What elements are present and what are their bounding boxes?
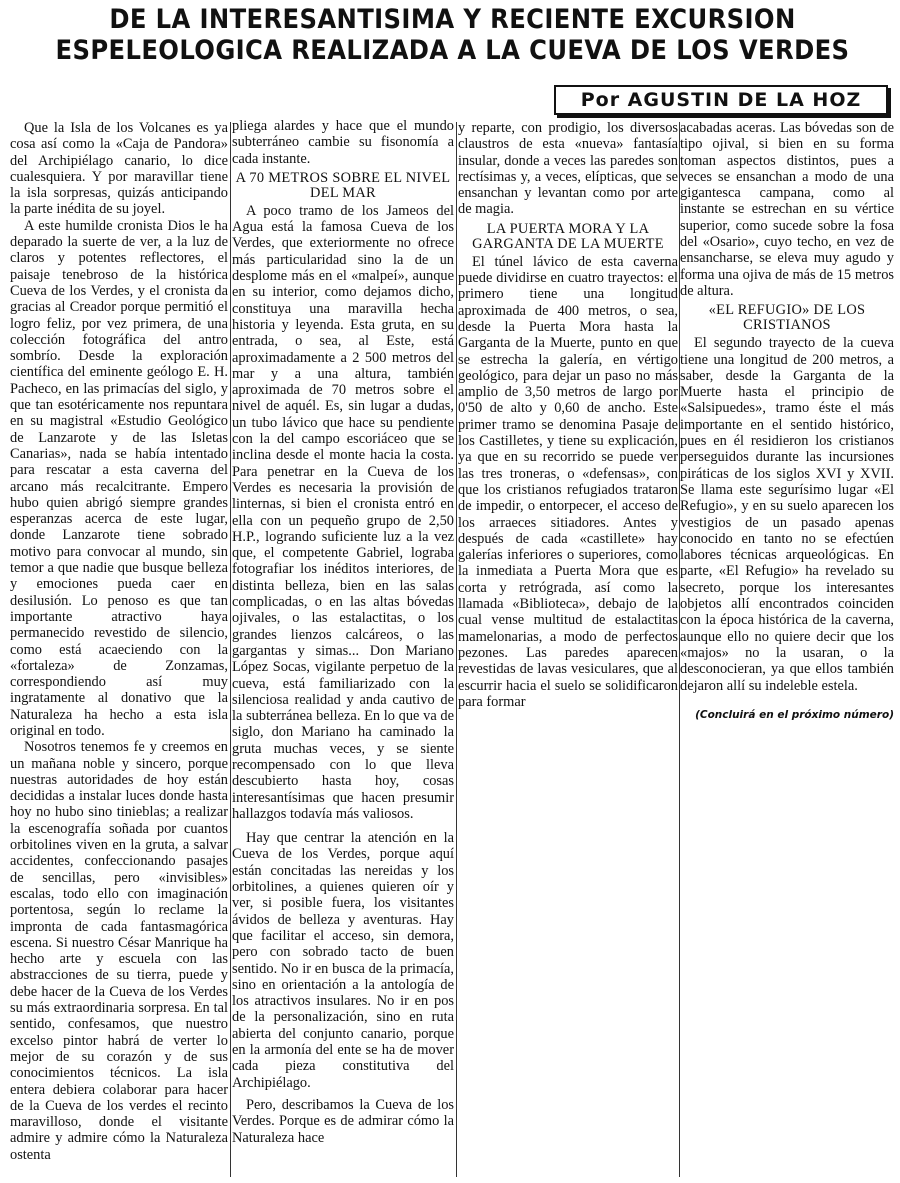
column-2: [232, 118, 454, 1146]
section-subhead: A 70 METROS SOBRE EL NIVEL DEL MAR: [235, 169, 451, 201]
paragraph: El segundo trayecto de la cueva tiene una longitud de 200 metros, a saber, desde la Garganta de la Muerte hasta el principio de «Salsipuedes», tramo éste el más importante en el sentido histórico, pues en él residieron los cristianos perseguidos durante las incursiones piráticas de los siglos XVI y XVII. Se llama este segurísimo lugar «El Refugio», y en su suelo aparecen los vestigios de un pasado apenas conocido en tanto no se efectúen labores técnicas arqueológicas. En parte, «El Refugio» ha revelado su secreto, porque los interesantes objetos allí encontrados coinciden con la época histórica de la caverna, aunque ello no quiere decir que los «majos» no la usaran, o la desconocieran, ya que ellos también dejaron allí su indeleble estela.: [680, 335, 894, 694]
paragraph: pliega alardes y hace que el mundo subterráneo cambie su fisonomía a cada instante.: [232, 118, 454, 167]
paragraph: A poco tramo de los Jameos del Agua está la famosa Cueva de los Verdes, que exteriormente no ofrece más particularidad sino la de un desplome más en el «malpeí», aunque en su interior, como dejamos dicho, constituya una maravilla hecha historia y leyenda. Esta gruta, en su entrada, o sea, al Este, está aproximadamente a 2 500 metros del mar y a una altura, también aproximada de 70 metros sobre el nivel de aquél. Es, sin lugar a dudas, un tubo lávico que hace su pendiente con la del campo escoriáceo que se inclina desde el monte hacia la costa. Para penetrar en la Cueva de los Verdes es necesaria la provisión de linternas, si bien el cronista entró en ella con un pequeño grupo de 2,50 H.P., logrando suficiente luz a la vez que, el competente Gabriel, lograba fotografiar los inéditos interiores, de distinta belleza, bien en las salas complicadas, o en las altas bóvedas ojivales, o las estalactitas, o los grandes lienzos calcáreos, o las gargantas y simas... Don Mariano López Socas, vigilante perpetuo de la cueva, está familiarizado con la silenciosa realidad y anda cautivo de la subterránea belleza. En lo que va de siglo, don Mariano ha caminado la gruta muchas veces, y se siente recompensado con lo que lleva descubierto hasta hoy, cosas interesantísimas que hacen presumir hallazgos todavía más valiosos.: [232, 202, 454, 822]
section-subhead: «EL REFUGIO» DE LOS CRISTIANOS: [708, 302, 866, 334]
column-divider: [456, 122, 457, 1177]
paragraph: El túnel lávico de esta caverna puede dividirse en cuatro trayectos: el primero tiene una longitud aproximada de 400 metros, o sea, desde la Puerta Mora hasta la Garganta de la Muerte, punto en que se estrecha la galería, en vértigo geológico, para dejar un paso no más amplio de 3,50 metros de largo por 0'50 de alto y 0,60 de ancho. Este primer tramo se denomina Pasaje de los Castilletes, y tiene su explicación, ya que en su recorrido se puede ver las tres troneras, o «defensas», con que los cristianos refugiados trataron de impedir, o entorpecer, el acceso de los arraeces sitiadores. Antes y después de cada «castillete» hay galerías inferiores o superiores, como la inmediata a Puerta Mora que es corta y retrógrada, así como la llamada «Biblioteca», debajo de la cual vense multitud de estalactitas mamelonarias, a modo de perfectos pezones. Las paredes aparecen revestidas de lavas vesiculares, que al escurrir hacia el suelo se solidificaron para formar: [458, 253, 678, 710]
column-divider: [230, 122, 231, 1177]
continuation-note: (Concluirá en el próximo número): [695, 708, 894, 721]
paragraph: Hay que centrar la atención en la Cueva de los Verdes, porque aquí están concitadas las nereidas y los orbitolines, a quienes quieren oír y ver, si posible fuera, los visitantes ávidos de belleza y aventuras. Hay que facilitar el acceso, sin demora, pero con sobrado tacto de buen sentido. No ir en busca de la primacía, sino en orientación a la antología de los atractivos insulares. No ir en pos de la personalización, sino en ruta abierta del conjunto canario, porque en la armonía del ente se ha de mover cada pieza constitutiva del Archipiélago.: [232, 830, 454, 1091]
paragraph: Nosotros tenemos fe y creemos en un mañana noble y sincero, porque nuestras autoridades de hoy están decididas a instalar luces donde hasta hoy no hubo sino tinieblas; a realizar la escenografía soñada por cuantos orbitolines viven en la gruta, a salvar accidentes, confeccionando pasajes de sencillas, pero «invisibles» escalas, todo ello con imaginación portentosa, según lo reclame la impronta de cada fantasmagórica escena. Si nuestro César Manrique ha hecho arte y escuela con las abstracciones de su tierra, puede y debe hacer de la Cueva de los Verdes su más extraordinaria sorpresa. En tal sentido, confesamos, que nuestro excelso pintor habrá de verter lo mejor de su corazón y de sus conocimientos técnicos. La isla entera debiera colaborar para hacer de la Cueva de los verdes el recinto maravilloso, donde el visitante admire y admire cómo la Naturaleza ostenta: [10, 739, 228, 1163]
section-subhead: LA PUERTA MORA Y LA GARGANTA DE LA MUERTE: [472, 220, 664, 252]
paragraph: Que la Isla de los Volcanes es ya cosa así como la «Caja de Pandora» del Archipiélago canario, lo dice cualesquiera. Y por maravillar tiene la isla sorpresas, quizás anticipando la parte inédita de su joyel.: [10, 120, 228, 218]
column-3: [458, 120, 678, 710]
column-1: [10, 120, 228, 1163]
author-byline: Por AGUSTIN DE LA HOZ: [554, 85, 888, 115]
paragraph: Pero, describamos la Cueva de los Verdes. Porque es de admirar cómo la Naturaleza hace: [232, 1096, 454, 1146]
article-headline: DE LA INTERESANTISIMA Y RECIENTE EXCURSION ESPELEOLOGICA REALIZADA A LA CUEVA DE LOS VERDES: [55, 4, 850, 66]
paragraph: y reparte, con prodigio, los diversos claustros de esta «nueva» fantasía insular, donde a veces las paredes son rectísimas y, a veces, elípticas, que se ensanchan y levantan como por arte de magia.: [458, 120, 678, 218]
column-4: [680, 120, 894, 722]
paragraph: A este humilde cronista Dios le ha deparado la suerte de ver, a la luz de claros y potentes reflectores, el paisaje tenebroso de la histórica Cueva de los Verdes, y el cronista da gracias al Creador porque permitió el logro feliz, por vez primera, de una colección fotográfica del antro sombrío. Desde la exploración científica del eminente geólogo E. H. Pacheco, en las primacías del siglo, y que tan esotéricamente nos repuntara en su magistral «Estudio Geológico de Lanzarote y de las Isletas Canarias», nada se había intentado para rescatar a esta caverna del arcano más recalcitrante. Empero hubo quien abrigó siempre grandes esperanzas acerca de este lugar, donde Lanzarote tiene sobrado motivo para convocar al mundo, sin temor a que nadie que busque belleza y emociones pueda caer en desilusión. Lo penoso es que tan importante atractivo haya permanecido revestido de silencio, como está acaeciendo con la «fortaleza» de Zonzamas, correspondiendo así muy ingratamente al donativo que la Naturaleza ha hecho a esta isla original en todo.: [10, 217, 228, 739]
paragraph: acabadas aceras. Las bóvedas son de tipo ojival, si bien en su forma toman aspectos distintos, pues a veces se ensanchan a modo de una gigantesca campana, como al instante se estrechan en su vértice superior, como sucede sobre la fosa del «Osario», cuyo techo, en vez de ensancharse, se eleva muy agudo y forma una ojiva de más de 15 metros de altura.: [680, 120, 894, 299]
